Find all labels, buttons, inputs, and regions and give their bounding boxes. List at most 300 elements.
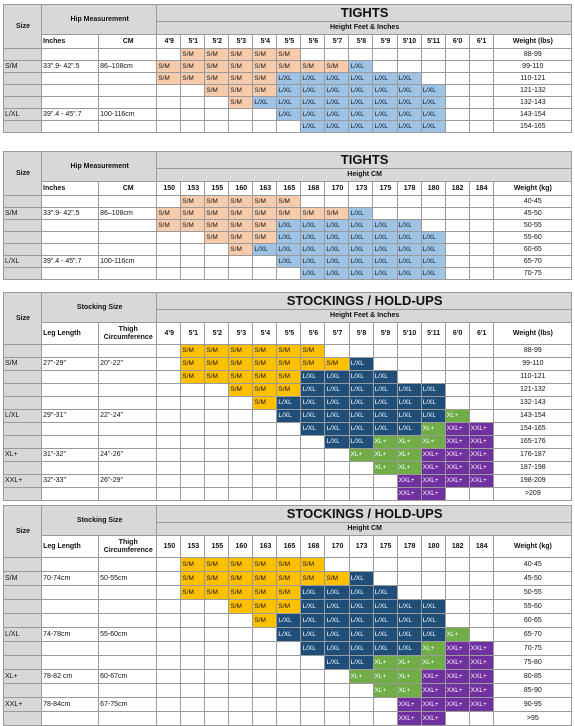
empty-cell	[253, 256, 277, 268]
height-label: 4'9	[157, 35, 181, 49]
height-label: 6'1	[469, 323, 493, 345]
empty-cell	[421, 358, 445, 371]
size-cell: L/XL	[421, 232, 445, 244]
size-cell: L/XL	[373, 121, 397, 133]
size-cell: S/M	[229, 244, 253, 256]
empty-cell	[253, 268, 277, 280]
size-cell: XXL+	[445, 670, 469, 684]
measure-1	[42, 268, 99, 280]
empty-cell	[181, 670, 205, 684]
empty-cell	[469, 397, 493, 410]
size-cell: XXL+	[445, 436, 469, 449]
empty-cell	[181, 656, 205, 670]
empty-cell	[157, 232, 181, 244]
empty-cell	[373, 488, 397, 501]
empty-cell	[325, 462, 349, 475]
size-header: Size	[4, 506, 42, 558]
group-header: Stocking Size	[42, 293, 157, 323]
size-cell: L/XL	[397, 109, 421, 121]
empty-cell	[469, 572, 493, 586]
size-cell: XXL+	[469, 656, 493, 670]
measure-1	[42, 97, 99, 109]
empty-cell	[157, 244, 181, 256]
height-label: 168	[301, 182, 325, 196]
empty-cell	[277, 670, 301, 684]
measure-1	[42, 423, 99, 436]
empty-cell	[445, 572, 469, 586]
empty-cell	[373, 345, 397, 358]
size-cell: XXL+	[397, 475, 421, 488]
size-cell: L/XL	[301, 614, 325, 628]
size-cell: XL+	[397, 462, 421, 475]
size-label	[4, 488, 42, 501]
measure-1	[42, 345, 99, 358]
empty-cell	[349, 196, 373, 208]
measure-1	[42, 642, 99, 656]
table-row	[4, 475, 572, 488]
size-cell: L/XL	[277, 97, 301, 109]
empty-cell	[373, 558, 397, 572]
size-cell: S/M	[181, 371, 205, 384]
empty-cell	[469, 232, 493, 244]
measure-2: 20"-22"	[99, 358, 157, 371]
size-cell: L/XL	[373, 232, 397, 244]
size-cell: XXL+	[445, 475, 469, 488]
size-cell: L/XL	[301, 600, 325, 614]
size-cell: L/XL	[325, 397, 349, 410]
size-cell: L/XL	[373, 384, 397, 397]
empty-cell	[349, 712, 373, 726]
size-cell: L/XL	[349, 268, 373, 280]
height-label: 163	[253, 536, 277, 558]
size-cell: S/M	[277, 358, 301, 371]
height-label: 5'9	[373, 35, 397, 49]
col2-header: Thigh Circumference	[99, 536, 157, 558]
empty-cell	[469, 208, 493, 220]
height-label: 180	[421, 536, 445, 558]
size-cell: L/XL	[421, 600, 445, 614]
size-cell: XL+	[397, 684, 421, 698]
table-row	[4, 436, 572, 449]
empty-cell	[373, 49, 397, 61]
measure-1	[42, 196, 99, 208]
empty-cell	[181, 268, 205, 280]
size-cell: L/XL	[301, 85, 325, 97]
size-label: XL+	[4, 670, 42, 684]
empty-cell	[469, 558, 493, 572]
size-label	[4, 371, 42, 384]
size-cell: XXL+	[469, 475, 493, 488]
measure-1	[42, 684, 99, 698]
empty-cell	[421, 208, 445, 220]
weight-range: 110-121	[493, 73, 571, 85]
size-cell: XL+	[373, 656, 397, 670]
empty-cell	[277, 642, 301, 656]
empty-cell	[157, 488, 181, 501]
height-label: 150	[157, 182, 181, 196]
empty-cell	[181, 449, 205, 462]
size-cell: L/XL	[397, 268, 421, 280]
size-cell: L/XL	[421, 85, 445, 97]
size-label	[4, 196, 42, 208]
size-label	[4, 73, 42, 85]
weight-range: 110-121	[493, 371, 571, 384]
size-cell: S/M	[253, 384, 277, 397]
table-row	[4, 345, 572, 358]
size-cell: L/XL	[349, 85, 373, 97]
table-subtitle: Height Feet & Inches	[157, 310, 572, 323]
size-cell: L/XL	[325, 232, 349, 244]
table-row	[4, 462, 572, 475]
empty-cell	[253, 642, 277, 656]
table-title: STOCKINGS / HOLD-UPS	[157, 506, 572, 523]
table-row	[4, 397, 572, 410]
empty-cell	[349, 49, 373, 61]
table-subtitle: Height Feet & Inches	[157, 22, 572, 35]
empty-cell	[157, 586, 181, 600]
empty-cell	[469, 410, 493, 423]
weight-range: 90-95	[493, 698, 571, 712]
size-cell: S/M	[205, 371, 229, 384]
height-label: 168	[301, 536, 325, 558]
measure-2	[99, 488, 157, 501]
size-cell: XL+	[421, 436, 445, 449]
empty-cell	[325, 712, 349, 726]
size-cell: XL+	[373, 684, 397, 698]
size-cell: XL+	[421, 423, 445, 436]
size-cell: L/XL	[325, 656, 349, 670]
size-cell: XXL+	[421, 712, 445, 726]
size-cell: L/XL	[301, 244, 325, 256]
size-cell: S/M	[181, 586, 205, 600]
weight-header: Weight (lbs)	[493, 35, 571, 49]
size-cell: S/M	[229, 371, 253, 384]
empty-cell	[469, 712, 493, 726]
size-cell: L/XL	[349, 220, 373, 232]
measure-1	[42, 371, 99, 384]
table-row	[4, 85, 572, 97]
size-cell: L/XL	[277, 628, 301, 642]
size-cell: S/M	[181, 345, 205, 358]
size-cell: L/XL	[325, 244, 349, 256]
size-cell: XL+	[397, 656, 421, 670]
empty-cell	[181, 698, 205, 712]
empty-cell	[205, 614, 229, 628]
empty-cell	[277, 436, 301, 449]
empty-cell	[253, 488, 277, 501]
size-cell: S/M	[205, 208, 229, 220]
size-cell: S/M	[301, 208, 325, 220]
empty-cell	[181, 712, 205, 726]
size-cell: XL+	[373, 436, 397, 449]
weight-range: >209	[493, 488, 571, 501]
height-label: 6'0	[445, 323, 469, 345]
measure-1: 29"-31"	[42, 410, 99, 423]
size-cell: L/XL	[421, 410, 445, 423]
size-cell: L/XL	[253, 244, 277, 256]
measure-2	[99, 345, 157, 358]
size-cell: L/XL	[277, 410, 301, 423]
group-header: Hip Measurement	[42, 5, 157, 35]
size-cell: S/M	[205, 232, 229, 244]
empty-cell	[229, 475, 253, 488]
size-label	[4, 220, 42, 232]
measure-2	[99, 436, 157, 449]
col2-header: CM	[99, 182, 157, 196]
size-cell: L/XL	[373, 628, 397, 642]
height-label: 5'6	[301, 323, 325, 345]
table-row	[4, 600, 572, 614]
empty-cell	[445, 49, 469, 61]
measure-2	[99, 656, 157, 670]
empty-cell	[157, 196, 181, 208]
empty-cell	[349, 488, 373, 501]
size-cell: L/XL	[301, 586, 325, 600]
size-cell: L/XL	[325, 256, 349, 268]
measure-1	[42, 586, 99, 600]
size-cell: L/XL	[373, 256, 397, 268]
empty-cell	[205, 109, 229, 121]
size-cell: XL+	[445, 410, 469, 423]
empty-cell	[253, 121, 277, 133]
size-cell: S/M	[253, 600, 277, 614]
empty-cell	[325, 49, 349, 61]
empty-cell	[277, 268, 301, 280]
empty-cell	[373, 61, 397, 73]
table-row	[4, 220, 572, 232]
size-cell: XXL+	[469, 670, 493, 684]
size-cell: S/M	[325, 358, 349, 371]
size-cell: S/M	[205, 61, 229, 73]
empty-cell	[157, 109, 181, 121]
empty-cell	[229, 712, 253, 726]
size-cell: L/XL	[349, 628, 373, 642]
weight-header: Weight (kg)	[493, 182, 571, 196]
weight-range: 55-60	[493, 600, 571, 614]
measure-1	[42, 121, 99, 133]
measure-2	[99, 371, 157, 384]
size-cell: XXL+	[421, 670, 445, 684]
table-row	[4, 109, 572, 121]
size-table	[3, 4, 572, 133]
size-label	[4, 384, 42, 397]
empty-cell	[157, 670, 181, 684]
empty-cell	[445, 61, 469, 73]
size-cell: XXL+	[445, 698, 469, 712]
empty-cell	[469, 256, 493, 268]
size-label	[4, 121, 42, 133]
size-cell: S/M	[157, 73, 181, 85]
empty-cell	[397, 61, 421, 73]
size-cell: L/XL	[325, 220, 349, 232]
size-cell: L/XL	[325, 73, 349, 85]
empty-cell	[421, 73, 445, 85]
size-cell: L/XL	[301, 384, 325, 397]
empty-cell	[373, 572, 397, 586]
size-cell: S/M	[205, 558, 229, 572]
size-cell: XL+	[397, 670, 421, 684]
size-cell: L/XL	[397, 220, 421, 232]
size-cell: S/M	[253, 558, 277, 572]
size-cell: L/XL	[301, 642, 325, 656]
empty-cell	[421, 558, 445, 572]
size-cell: L/XL	[421, 384, 445, 397]
weight-range: 70-75	[493, 642, 571, 656]
empty-cell	[253, 698, 277, 712]
size-cell: L/XL	[397, 121, 421, 133]
height-label: 173	[349, 536, 373, 558]
size-cell: S/M	[253, 73, 277, 85]
empty-cell	[277, 684, 301, 698]
empty-cell	[325, 345, 349, 358]
size-cell: XXL+	[445, 462, 469, 475]
size-label	[4, 436, 42, 449]
empty-cell	[277, 475, 301, 488]
empty-cell	[469, 121, 493, 133]
empty-cell	[445, 109, 469, 121]
size-cell: XXL+	[421, 488, 445, 501]
height-label: 160	[229, 536, 253, 558]
size-label	[4, 49, 42, 61]
size-label	[4, 614, 42, 628]
height-label: 182	[445, 536, 469, 558]
size-cell: S/M	[229, 600, 253, 614]
size-label	[4, 558, 42, 572]
weight-range: 45-50	[493, 572, 571, 586]
size-cell: S/M	[229, 232, 253, 244]
size-cell: S/M	[277, 49, 301, 61]
empty-cell	[325, 698, 349, 712]
empty-cell	[205, 121, 229, 133]
empty-cell	[181, 256, 205, 268]
measure-2: 86–108cm	[99, 208, 157, 220]
size-cell: L/XL	[397, 628, 421, 642]
empty-cell	[397, 345, 421, 358]
size-label	[4, 85, 42, 97]
height-label: 155	[205, 536, 229, 558]
empty-cell	[253, 109, 277, 121]
height-label: 178	[397, 182, 421, 196]
height-label: 5'7	[325, 323, 349, 345]
measure-1	[42, 232, 99, 244]
empty-cell	[157, 97, 181, 109]
size-cell: L/XL	[325, 600, 349, 614]
size-cell: L/XL	[253, 97, 277, 109]
height-label: 165	[277, 536, 301, 558]
size-cell: L/XL	[325, 121, 349, 133]
size-cell: S/M	[277, 208, 301, 220]
empty-cell	[469, 614, 493, 628]
empty-cell	[157, 345, 181, 358]
measure-1	[42, 384, 99, 397]
empty-cell	[205, 684, 229, 698]
size-cell: L/XL	[325, 85, 349, 97]
empty-cell	[445, 358, 469, 371]
size-cell: L/XL	[349, 208, 373, 220]
empty-cell	[181, 97, 205, 109]
size-cell: S/M	[157, 208, 181, 220]
size-cell: S/M	[205, 196, 229, 208]
weight-range: 154-165	[493, 423, 571, 436]
measure-1	[42, 397, 99, 410]
size-cell: S/M	[157, 61, 181, 73]
empty-cell	[181, 244, 205, 256]
empty-cell	[157, 397, 181, 410]
size-cell: L/XL	[277, 244, 301, 256]
size-cell: L/XL	[325, 423, 349, 436]
empty-cell	[205, 423, 229, 436]
size-cell: L/XL	[325, 371, 349, 384]
weight-range: 143-154	[493, 109, 571, 121]
size-cell: L/XL	[325, 410, 349, 423]
measure-2	[99, 712, 157, 726]
weight-range: 88-99	[493, 49, 571, 61]
size-cell: L/XL	[349, 384, 373, 397]
empty-cell	[157, 572, 181, 586]
size-label: L/XL	[4, 628, 42, 642]
size-cell: XXL+	[421, 684, 445, 698]
table-subtitle: Height CM	[157, 523, 572, 536]
empty-cell	[205, 712, 229, 726]
table-subtitle: Height CM	[157, 169, 572, 182]
height-label: 5'4	[253, 35, 277, 49]
size-cell: L/XL	[373, 614, 397, 628]
size-cell: XXL+	[469, 423, 493, 436]
table-title: STOCKINGS / HOLD-UPS	[157, 293, 572, 310]
size-cell: L/XL	[301, 73, 325, 85]
size-cell: L/XL	[421, 109, 445, 121]
size-cell: S/M	[205, 49, 229, 61]
size-cell: S/M	[229, 85, 253, 97]
size-cell: L/XL	[277, 73, 301, 85]
empty-cell	[373, 208, 397, 220]
empty-cell	[445, 196, 469, 208]
measure-2	[99, 642, 157, 656]
size-cell: L/XL	[301, 397, 325, 410]
size-cell: L/XL	[349, 232, 373, 244]
empty-cell	[445, 208, 469, 220]
size-cell: S/M	[205, 85, 229, 97]
size-cell: L/XL	[277, 85, 301, 97]
size-label	[4, 656, 42, 670]
empty-cell	[469, 268, 493, 280]
size-cell: L/XL	[373, 220, 397, 232]
weight-range: 154-165	[493, 121, 571, 133]
size-cell: L/XL	[325, 384, 349, 397]
size-cell: L/XL	[277, 614, 301, 628]
weight-range: 132-143	[493, 397, 571, 410]
col1-header: Inches	[42, 182, 99, 196]
measure-2: 60-67cm	[99, 670, 157, 684]
height-label: 5'3	[229, 35, 253, 49]
measure-1: 74-78cm	[42, 628, 99, 642]
empty-cell	[157, 410, 181, 423]
empty-cell	[469, 371, 493, 384]
size-cell: L/XL	[301, 268, 325, 280]
measure-2	[99, 73, 157, 85]
empty-cell	[181, 436, 205, 449]
empty-cell	[421, 220, 445, 232]
height-label: 184	[469, 182, 493, 196]
empty-cell	[445, 371, 469, 384]
measure-1: 27"-29"	[42, 358, 99, 371]
size-cell: S/M	[277, 572, 301, 586]
height-label: 175	[373, 182, 397, 196]
size-cell: L/XL	[349, 423, 373, 436]
size-cell: XL+	[349, 449, 373, 462]
measure-2	[99, 397, 157, 410]
weight-range: 187-198	[493, 462, 571, 475]
